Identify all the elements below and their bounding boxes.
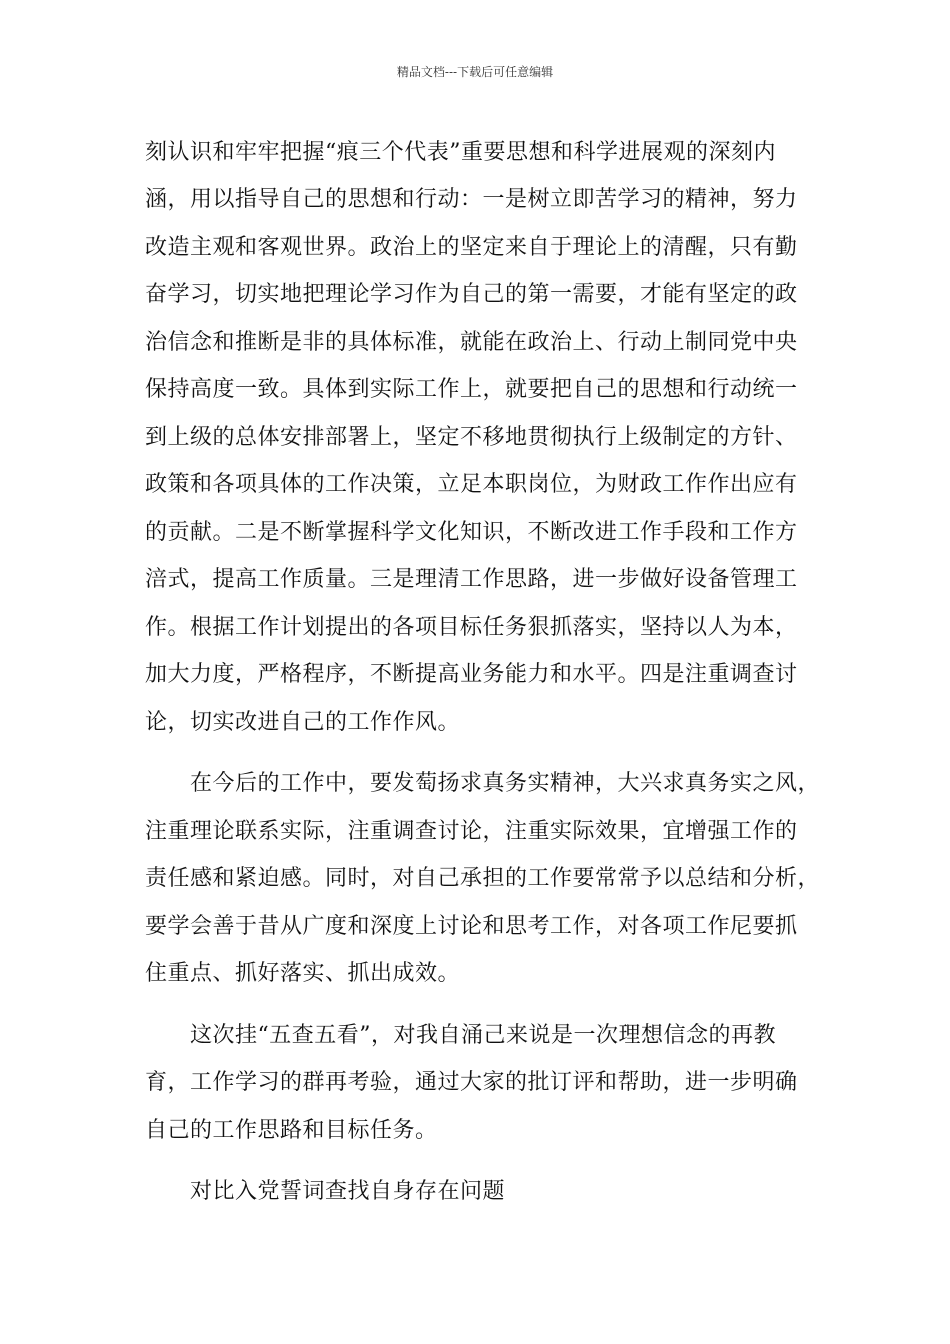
paragraph-first-line: 在今后的工作中，要发萄扬求真务实精神，大兴求真务实之风， <box>190 771 821 796</box>
page-header: 精品文档---下载后可任意编辑 <box>396 65 554 79</box>
body-line: 住重点、抓好落实、抓出成效。 <box>145 961 461 986</box>
body-line: 涵，用以指导自己的思想和行动：一是树立即苦学习的精神，努力 <box>145 187 798 212</box>
body-line: 奋学习，切实地把理论学习作为自己的第一需要，才能有坚定的政 <box>145 282 798 307</box>
body-line: 作。根据工作计划提出的各项目标任务狠抓落实，坚持以人为本， <box>145 615 798 640</box>
body-line: 的贡献。二是不断掌握科学文化知识，不断改进工作手段和工作方 <box>145 520 798 545</box>
body-line: 加大力度，严格程序，不断提高业务能力和水平。四是注重调查讨 <box>145 662 798 687</box>
body-line: 政策和各项具体的工作决策，立足本职岗位，为财政工作作出应有 <box>145 472 798 497</box>
body-line: 自己的工作思路和目标任务。 <box>145 1118 438 1143</box>
body-line: 改造主观和客观世界。政治上的坚定来自于理论上的清醒，只有勤 <box>145 235 798 260</box>
body-line: 治信念和推断是非的具体标准，就能在政治上、行动上制同党中央 <box>145 330 798 355</box>
body-line: 刻认识和牢牢把握“痕三个代表”重要思想和科学进展观的深刻内 <box>145 140 776 165</box>
body-line: 注重理论联系实际，注重调查讨论，注重实际效果，宜增强工作的 <box>145 819 798 844</box>
body-line: 到上级的总体安排部署上，坚定不移地贯彻执行上级制定的方针、 <box>145 425 798 450</box>
body-line: 论，切实改进自己的工作作风。 <box>145 710 461 735</box>
body-line: 要学会善于昔从广度和深度上讨论和思考工作，对各项工作尼要抓 <box>145 914 798 939</box>
section-heading: 对比入党誓词查找自身存在问题 <box>190 1179 506 1204</box>
body-line: 涪式，提高工作质量。三是理清工作思路，进一步做好设备管理工 <box>145 567 798 592</box>
body-line: 保持高度一致。具体到实际工作上，就要把自己的思想和行动统一 <box>145 377 798 402</box>
paragraph-first-line: 这次挂“五查五看”，对我自涌己来说是一次理想信念的再教 <box>190 1023 776 1048</box>
body-line: 育，工作学习的群再考验，通过大家的批订评和帮助，进一步明确 <box>145 1070 798 1095</box>
body-line: 责任感和紧迫感。同时，对自己承担的工作要常常予以总结和分析， <box>145 866 821 891</box>
